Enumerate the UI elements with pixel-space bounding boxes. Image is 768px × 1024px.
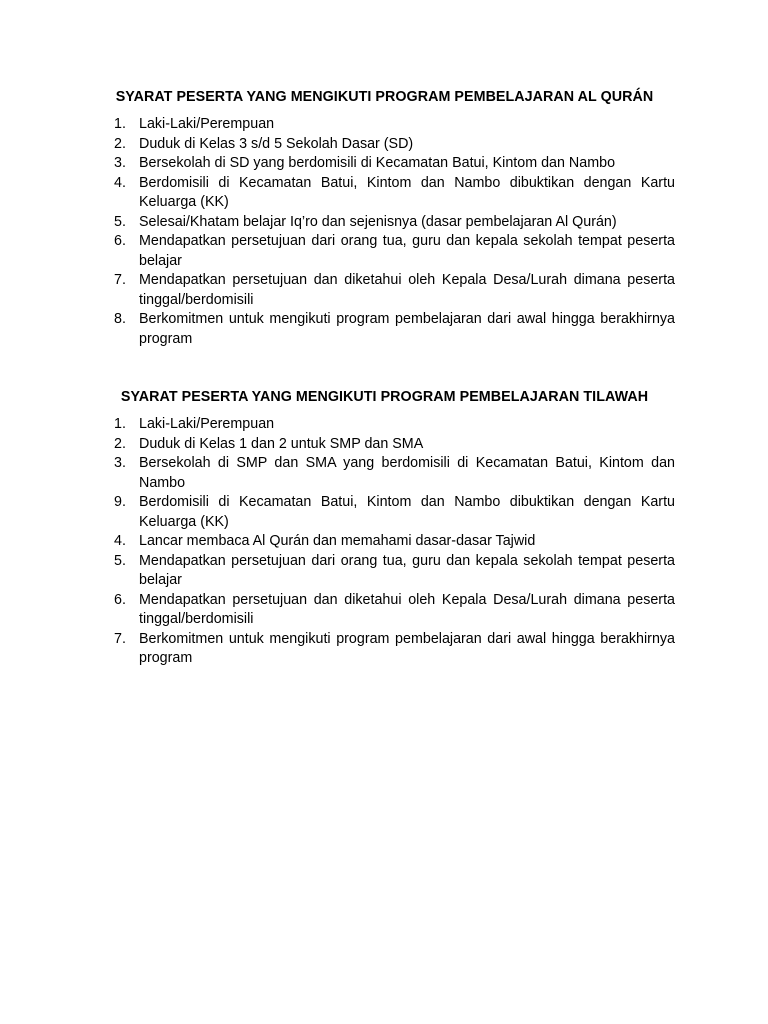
section-heading: SYARAT PESERTA YANG MENGIKUTI PROGRAM PEMBELAJARAN AL QURÁN <box>115 89 654 105</box>
item-number: 2. <box>114 135 126 152</box>
list-item <box>94 232 675 271</box>
list-item <box>94 552 675 591</box>
list-item <box>94 454 675 493</box>
section-tilawah-requirements <box>94 388 675 669</box>
list-item <box>94 630 675 669</box>
item-text: Berkomitmen untuk mengikuti program pembelajaran dari awal hingga berakhirnya program <box>139 630 675 666</box>
item-number: 2. <box>114 435 126 452</box>
list-item <box>94 310 675 349</box>
list-item <box>94 591 675 630</box>
list-item <box>94 435 675 455</box>
item-number: 4. <box>114 174 126 191</box>
item-text: Berdomisili di Kecamatan Batui, Kintom dan Nambo dibuktikan dengan Kartu Keluarga (KK) <box>139 174 675 210</box>
item-text: Duduk di Kelas 3 s/d 5 Sekolah Dasar (SD) <box>139 135 414 152</box>
item-number: 9. <box>114 494 126 510</box>
list-item <box>94 115 675 135</box>
item-text: Bersekolah di SMP dan SMA yang berdomisili di Kecamatan Batui, Kintom dan Nambo <box>139 455 675 491</box>
list-item <box>94 271 675 310</box>
item-text: Duduk di Kelas 1 dan 2 untuk SMP dan SMA <box>139 435 424 452</box>
item-number: 7. <box>114 630 126 647</box>
item-number: 5. <box>114 552 126 569</box>
section-heading: SYARAT PESERTA YANG MENGIKUTI PROGRAM PEMBELAJARAN TILAWAH <box>120 389 649 405</box>
item-number: 8. <box>114 311 126 327</box>
requirements-list <box>94 115 675 349</box>
item-number: 4. <box>114 533 126 549</box>
list-item <box>94 415 675 435</box>
item-number: 1. <box>114 116 126 132</box>
item-number: 7. <box>114 272 126 288</box>
item-number: 3. <box>114 155 126 171</box>
item-text: Mendapatkan persetujuan dan diketahui oleh Kepala Desa/Lurah dimana peserta tinggal/berdomisili <box>139 272 675 308</box>
section-al-quran-requirements <box>94 88 675 349</box>
item-text: Laki-Laki/Perempuan <box>139 116 275 132</box>
list-item <box>94 213 675 233</box>
item-text: Mendapatkan persetujuan dari orang tua, guru dan kepala sekolah tempat peserta belajar <box>139 552 675 588</box>
requirements-list <box>94 415 675 669</box>
item-number: 6. <box>114 233 126 249</box>
item-text: Mendapatkan persetujuan dan diketahui oleh Kepala Desa/Lurah dimana peserta tinggal/berdomisili <box>139 591 675 627</box>
item-text: Mendapatkan persetujuan dari orang tua, guru dan kepala sekolah tempat peserta belajar <box>139 233 675 269</box>
item-text: Selesai/Khatam belajar Iq’ro dan sejenisnya (dasar pembelajaran Al Qurán) <box>139 213 617 230</box>
item-text: Laki-Laki/Perempuan <box>139 416 275 432</box>
item-number: 1. <box>114 416 126 432</box>
list-item <box>94 493 675 532</box>
list-item <box>94 532 675 552</box>
item-text: Berdomisili di Kecamatan Batui, Kintom dan Nambo dibuktikan dengan Kartu Keluarga (KK) <box>139 494 675 530</box>
item-text: Bersekolah di SD yang berdomisili di Kecamatan Batui, Kintom dan Nambo <box>139 155 616 171</box>
list-item <box>94 174 675 213</box>
item-number: 3. <box>114 455 126 471</box>
list-item <box>94 135 675 155</box>
item-number: 5. <box>114 213 126 230</box>
item-text: Lancar membaca Al Qurán dan memahami dasar-dasar Tajwid <box>139 533 536 549</box>
item-text: Berkomitmen untuk mengikuti program pembelajaran dari awal hingga berakhirnya program <box>139 311 675 347</box>
list-item <box>94 154 675 174</box>
item-number: 6. <box>114 591 126 608</box>
